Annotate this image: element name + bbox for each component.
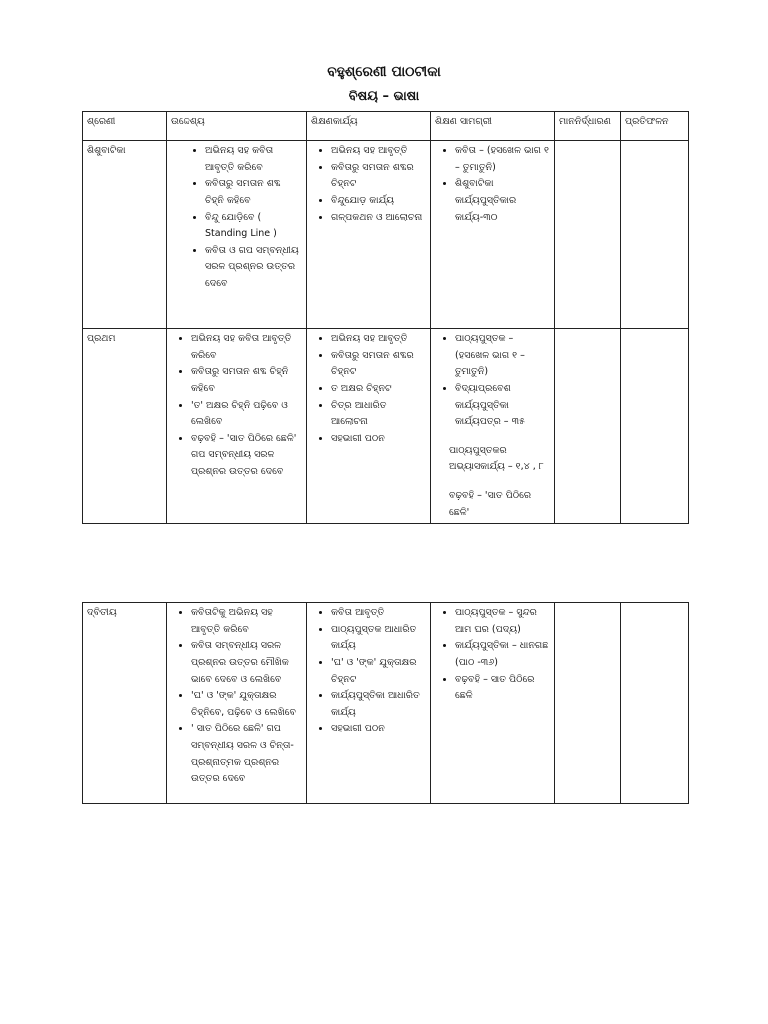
list-item: • କବିତା ଆବୃତ୍ତି — [331, 605, 426, 622]
activities-cell — [307, 141, 431, 329]
list-item: • ପାଠ୍ୟପୁସ୍ତକ – ସୁନ୍ଦର ଆମ ଘର (ପଦ୍ୟ) — [455, 605, 550, 638]
header-activities: ଶିକ୍ଷଣକାର୍ଯ୍ୟ — [307, 112, 431, 141]
note-item: ବଢ଼ବହି – 'ସାତ ପିଠିରେ ଛେଳି' — [449, 490, 532, 518]
list-item: • ବିଦ୍ୟାପ୍ରବେଶ କାର୍ଯ୍ୟପୁସ୍ତିକା କାର୍ଯ୍ୟପତ୍ର – ୩୫ — [455, 381, 550, 431]
document-subtitle: ବିଷୟ – ଭାଷା — [348, 89, 420, 104]
table-row — [83, 603, 689, 804]
evaluation-cell — [555, 603, 621, 804]
lesson-plan-table-continued — [82, 602, 689, 804]
class-cell: ଦ୍ବିତୀୟ — [83, 603, 167, 804]
list-item: • ସହଭାଗୀ ପଠନ — [331, 431, 426, 448]
reflection-cell — [621, 141, 689, 329]
header-class: ଶ୍ରେଣୀ — [83, 112, 167, 141]
list-item: • ' ସାତ ପିଠିରେ ଛେଳି' ଗପ ସମ୍ବନ୍ଧୀୟ ସରଳ ଓ ଚିନ୍ତା-ପ୍ରଶ୍ନାତ୍ମକ ପ୍ରଶ୍ନର ଉତ୍ତର ଦେବେ — [191, 721, 302, 788]
list-item: • ଅଭିନୟ ସହ ଆବୃତ୍ତି — [331, 143, 426, 160]
list-item: • ଅଭିନୟ ସହ କବିତା ଆବୃତ୍ତି କରିବେ — [205, 143, 302, 176]
list-item: • କବିତାଟିକୁ ଅଭିନୟ ସହ ଆବୃତ୍ତି କରିବେ — [191, 605, 302, 638]
evaluation-cell — [555, 329, 621, 524]
list-item: • ଅଭିନୟ ସହ କବିତା ଆବୃତ୍ତି କରିବେ — [191, 331, 302, 364]
evaluation-cell — [555, 141, 621, 329]
activities-cell — [307, 603, 431, 804]
header-materials: ଶିକ୍ଷଣ ସାମଗ୍ରୀ — [431, 112, 555, 141]
table-row — [83, 141, 689, 329]
activities-cell — [307, 329, 431, 524]
lesson-plan-table — [82, 111, 689, 524]
list-item: • ଅଭିନୟ ସହ ଆବୃତ୍ତି — [331, 331, 426, 348]
list-item: • ଶିଶୁବାଟିକା କାର୍ଯ୍ୟପୁସ୍ତିକାର କାର୍ଯ୍ୟ-୩୦ — [455, 176, 550, 226]
materials-cell — [431, 329, 555, 524]
list-item: • କବିତା ସମ୍ବନ୍ଧୀୟ ସରଳ ପ୍ରଶ୍ନର ଉତ୍ତର ମୌଖିକ ଭାବେ ଦେବେ ଓ ଲେଖିବେ — [191, 638, 302, 688]
objectives-cell — [167, 329, 307, 524]
reflection-cell — [621, 329, 689, 524]
document-title: ବହୁଶ୍ରେଣୀ ପାଠଟୀକା — [327, 64, 441, 80]
list-item: • ବିନ୍ଦୁ ଯୋଡ଼ିବେ ( Standing Line ) — [205, 210, 302, 243]
table-header-row — [83, 112, 689, 141]
list-item: • କବିତାରୁ ସମତାନ ଶବ୍ଦ ଚିହ୍ନି କହିବେ — [191, 364, 302, 397]
list-item: • 'ଘ' ଓ 'ଙ୍କ' ଯୁକ୍ତାକ୍ଷର ଚିହ୍ନଟ — [331, 655, 426, 688]
list-item: • କାର୍ଯ୍ୟପୁସ୍ତିକା – ଧାନଗଛ (ପାଠ -୩୬) — [455, 638, 550, 671]
list-item: • କବିତାରୁ ସମତାନ ଶବ୍ଦର ଚିହ୍ନଟ — [331, 348, 426, 381]
class-cell: ପ୍ରଥମ — [83, 329, 167, 524]
list-item: • ଚିତ୍ର ଆଧାରିତ ଆଲୋଚନା — [331, 398, 426, 431]
note-item: ପାଠ୍ୟପୁସ୍ତକର ଅଭ୍ୟାସକାର୍ଯ୍ୟ – ୧,୪ , ୮ — [449, 444, 544, 473]
list-item: • ପାଠ୍ୟପୁସ୍ତକ – (ହସଖେଳ ଭାଗ ୧ – ତୁମାତୁନି) — [455, 331, 550, 381]
list-item: • ଗଳ୍ପକଥନ ଓ ଆଲୋଚନା — [331, 210, 426, 227]
materials-cell — [431, 603, 555, 804]
reflection-cell — [621, 603, 689, 804]
class-cell: ଶିଶୁବାଟିକା — [83, 141, 167, 329]
table-row — [83, 329, 689, 524]
materials-cell — [431, 141, 555, 329]
list-item: • ବଢ଼ବହି – ସାତ ପିଠିରେ ଛେଳି — [455, 672, 550, 705]
header-evaluation: ମାନନିର୍ଦ୍ଧାରଣ — [555, 112, 621, 141]
list-item: • କବିତା – (ହସଖେଳ ଭାଗ ୧ – ତୁମାତୁନି) — [455, 143, 550, 176]
list-item: • 'ଘ' ଓ 'ଙ୍କ' ଯୁକ୍ତାକ୍ଷର ଚିହ୍ନିବେ, ପଢ଼ିବେ ଓ ଲେଖିବେ — [191, 688, 302, 721]
list-item: • କବିତାରୁ ସମତାନ ଶବ୍ଦ ଚିହ୍ନି କହିବେ — [205, 176, 302, 209]
list-item: • କବିତା ଓ ଗପ ସମ୍ବନ୍ଧୀୟ ସରଳ ପ୍ରଶ୍ନର ଉତ୍ତର ଦେବେ — [205, 243, 302, 293]
list-item: • ସହଭାଗୀ ପଠନ — [331, 721, 426, 738]
list-item: • କବିତାରୁ ସମତାନ ଶବ୍ଦର ଚିହ୍ନଟ — [331, 160, 426, 193]
list-item: • ପାଠ୍ୟପୁସ୍ତକ ଆଧାରିତ କାର୍ଯ୍ୟ — [331, 622, 426, 655]
list-item: • ବିନ୍ଦୁଯୋଡ଼ କାର୍ଯ୍ୟ — [331, 193, 426, 210]
list-item: • 'ତ' ଅକ୍ଷର ଚିହ୍ନି ପଢ଼ିବେ ଓ ଲେଖିବେ — [191, 398, 302, 431]
list-item: • କାର୍ଯ୍ୟପୁସ୍ତିକା ଆଧାରିତ କାର୍ଯ୍ୟ — [331, 688, 426, 721]
list-item: • ତ ଅକ୍ଷର ଚିହ୍ନଟ — [331, 381, 426, 398]
objectives-cell — [167, 603, 307, 804]
header-objectives: ଉଦ୍ଦେଶ୍ୟ — [167, 112, 307, 141]
list-item: • ବଢ଼ବହି – 'ସାତ ପିଠିରେ ଛେଳି' ଗପ ସମ୍ବନ୍ଧୀୟ ସରଳ ପ୍ରଶ୍ନର ଉତ୍ତର ଦେବେ — [191, 431, 302, 481]
header-reflection: ପ୍ରତିଫଳନ — [621, 112, 689, 141]
objectives-cell — [167, 141, 307, 329]
